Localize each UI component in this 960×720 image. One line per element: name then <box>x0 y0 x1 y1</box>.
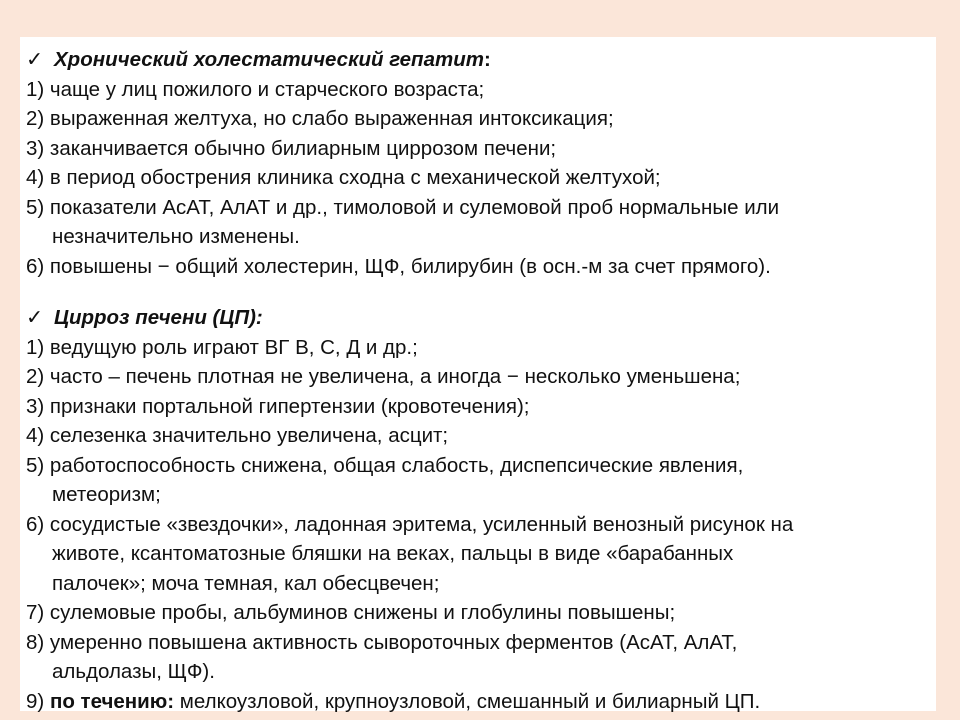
section-heading-liver-cirrhosis <box>26 303 926 333</box>
list-item: 4) селезенка значительно увеличена, асцит; <box>26 424 449 447</box>
list-item-continuation: метеоризм; <box>52 483 161 506</box>
list-item: 2) выраженная желтуха, но слабо выраженная интоксикация; <box>26 107 614 130</box>
section-heading-cholestatic-hepatitis <box>26 45 926 75</box>
list-item: 4) в период обострения клиника сходна с механической желтухой; <box>26 166 661 189</box>
list-item: 7) сулемовые пробы, альбуминов снижены и глобулины повышены; <box>26 601 676 624</box>
list-item: 1) ведущую роль играют ВГ В, С, Д и др.; <box>26 335 418 359</box>
section-spacer <box>26 281 926 303</box>
list-item: 5) показатели АсАТ, АлАТ и др., тимоловой и сулемовой проб нормальные или <box>26 195 780 219</box>
list-item: 6) повышены − общий холестерин, ЩФ, билирубин (в осн.-м за счет прямого). <box>26 254 771 278</box>
checkmark-icon: ✓ <box>26 306 44 329</box>
list-item: 6) сосудистые «звездочки», ладонная эритема, усиленный венозный рисунок на <box>26 512 794 536</box>
list-item: 8) умеренно повышена активность сывороточных ферментов (АсАТ, АлАТ, <box>26 630 738 654</box>
list-item-continuation: палочек»; моча темная, кал обесцвечен; <box>52 571 440 595</box>
list-item-continuation: незначительно изменены. <box>52 225 300 248</box>
slide-content <box>26 45 926 716</box>
list-item-continuation: альдолазы, ЩФ). <box>52 660 215 683</box>
list-number: 9) <box>26 689 50 713</box>
checkmark-icon: ✓ <box>26 48 44 71</box>
list-item: 3) заканчивается обычно билиарным циррозом печени; <box>26 136 557 160</box>
list-item-continuation: животе, ксантоматозные бляшки на веках, пальцы в виде «барабанных <box>52 542 734 565</box>
list-item: 5) работоспособность снижена, общая слабость, диспепсические явления, <box>26 453 744 477</box>
section-title: Хронический холестатический гепатит <box>54 48 484 71</box>
course-label: по течению: <box>49 689 175 713</box>
list-item: 2) часто – печень плотная не увеличена, а иногда − несколько уменьшена; <box>26 365 741 388</box>
list-item: 3) признаки портальной гипертензии (кровотечения); <box>26 394 530 418</box>
section-title-colon: : <box>483 48 491 71</box>
list-item: 1) чаще у лиц пожилого и старческого возраста; <box>26 77 485 101</box>
course-text: мелкоузловой, крупноузловой, смешанный и билиарный ЦП. <box>174 689 761 713</box>
list-item-course <box>26 687 926 717</box>
section-title: Цирроз печени (ЦП): <box>54 306 263 329</box>
